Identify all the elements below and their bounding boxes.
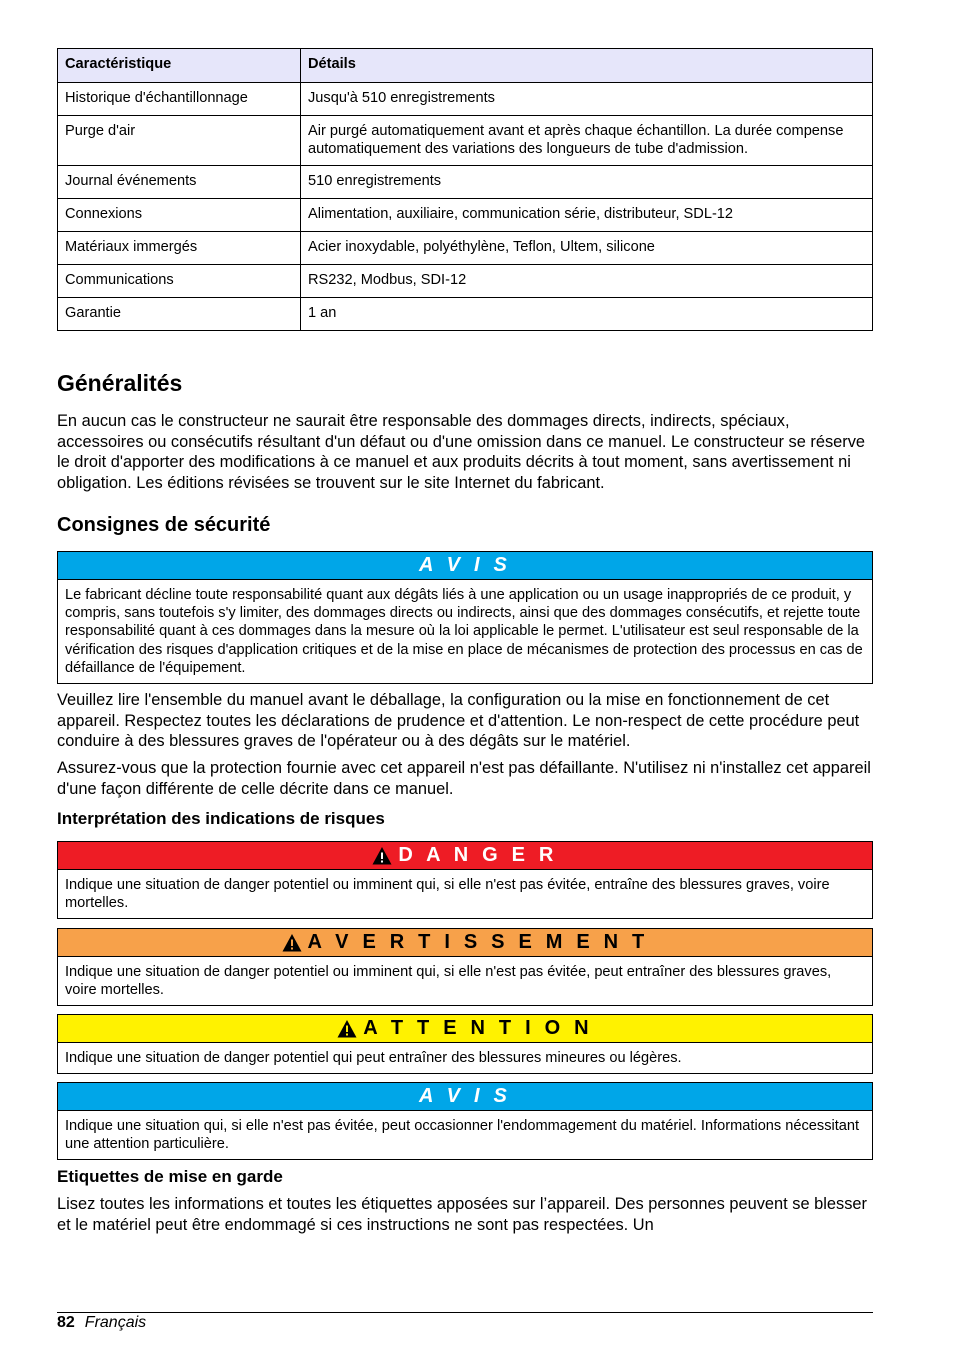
table-header-row bbox=[58, 49, 873, 83]
etiquettes-paragraph: Lisez toutes les informations et toutes les étiquettes apposées sur l’appareil. Des personnes peuvent se blesser et le matériel peut être endommagé si ces instructions ne sont pas respectées. Un bbox=[57, 1195, 867, 1234]
table-row bbox=[58, 232, 873, 265]
notice-header: A V I S bbox=[58, 1083, 872, 1111]
notice-box bbox=[57, 1082, 873, 1160]
warning-triangle-icon bbox=[282, 933, 302, 953]
table-row bbox=[58, 265, 873, 298]
section-title-risques: Interprétation des indications de risques bbox=[57, 809, 385, 828]
section-title-generalites: Généralités bbox=[57, 370, 183, 396]
caution-header bbox=[58, 1015, 872, 1043]
caution-label: A T T E N T I O N bbox=[363, 1017, 593, 1039]
table-cell: Purge d'air bbox=[58, 116, 301, 166]
warning-label: A V E R T I S S E M E N T bbox=[307, 931, 649, 953]
danger-text: Indique une situation de danger potentiel ou imminent qui, si elle n'est pas évitée, entraîne des blessures graves, voire mortelles. bbox=[65, 877, 830, 912]
footer-language: Français bbox=[84, 1314, 147, 1331]
footer-divider bbox=[57, 1312, 873, 1313]
generalites-paragraph: En aucun cas le constructeur ne saurait être responsable des dommages directs, indirects, spéciaux, accessoires ou consécutifs résultant d'un défaut ou d'une omission dans ce manuel. Le constructeur se réserve le droit d'apporter des modifications à ce manuel et aux produits décrits à tout moment, sans avertissement ni obligation. Les éditions révisées se trouvent sur le site Internet du fabricant. bbox=[57, 412, 866, 492]
warning-box bbox=[57, 928, 873, 1006]
table-cell: Air purgé automatiquement avant et après chaque échantillon. La durée compense automatiquement des variations des longueurs de tube d'admission. bbox=[301, 116, 873, 166]
page-footer bbox=[57, 1313, 146, 1333]
table-cell: Matériaux immergés bbox=[58, 232, 301, 265]
caution-box bbox=[57, 1014, 873, 1074]
table-cell: 510 enregistrements bbox=[301, 166, 873, 199]
table-cell: 1 an bbox=[301, 298, 873, 331]
table-cell: Historique d'échantillonnage bbox=[58, 83, 301, 116]
safety-paragraph: Veuillez lire l'ensemble du manuel avant le déballage, la configuration ou la mise en fonctionnement de cet appareil. Respectez toutes les déclarations de prudence et d'attention. Le non-respect de cette procédure peut conduire à des blessures graves de l'opérateur ou à des dégâts sur le matériel. bbox=[57, 691, 860, 750]
danger-label: D A N G E R bbox=[398, 844, 558, 866]
column-header: Détails bbox=[301, 49, 873, 83]
page-number: 82 bbox=[57, 1314, 75, 1331]
section-title-consignes: Consignes de sécurité bbox=[57, 514, 271, 536]
warning-text: Indique une situation de danger potentiel ou imminent qui, si elle n'est pas évitée, peut entraîner des blessures graves, voire mortelles. bbox=[65, 964, 832, 999]
table-row bbox=[58, 116, 873, 166]
column-header: Caractéristique bbox=[58, 49, 301, 83]
spec-table bbox=[57, 48, 873, 331]
table-cell: Acier inoxydable, polyéthylène, Teflon, Ultem, silicone bbox=[301, 232, 873, 265]
notice-text: Indique une situation qui, si elle n'est pas évitée, peut occasionner l'endommagement du matériel. Informations nécessitant une attention particulière. bbox=[65, 1118, 860, 1153]
notice-box bbox=[57, 551, 873, 684]
section-title-etiquettes: Etiquettes de mise en garde bbox=[57, 1167, 283, 1186]
table-cell: Communications bbox=[58, 265, 301, 298]
table-row bbox=[58, 83, 873, 116]
notice-text: Le fabricant décline toute responsabilité quant aux dégâts liés à une application ou un usage inappropriés de ce produit, y compris, sans toutefois s'y limiter, des dommages directs ou indirects, ainsi que des dommages consécutifs, et rejette toute responsabilité quant à ces dommages dans la mesure où la loi applicable le permet. L'utilisateur est seul responsable de la vérification des risques d'application critiques et de la mise en place de mécanismes de protection des processus en cas de défaillance de l'équipement. bbox=[65, 587, 863, 676]
danger-header bbox=[58, 842, 872, 870]
table-row bbox=[58, 298, 873, 331]
danger-box bbox=[57, 841, 873, 919]
table-cell: Journal événements bbox=[58, 166, 301, 199]
table-cell: Alimentation, auxiliaire, communication série, distributeur, SDL-12 bbox=[301, 199, 873, 232]
table-cell: RS232, Modbus, SDI-12 bbox=[301, 265, 873, 298]
table-cell: Garantie bbox=[58, 298, 301, 331]
table-row bbox=[58, 166, 873, 199]
table-row bbox=[58, 199, 873, 232]
protection-paragraph: Assurez-vous que la protection fournie avec cet appareil n'est pas défaillante. N'utilisez ni n'installez cet appareil d'une façon différente de celle décrite dans ce manuel. bbox=[57, 759, 871, 798]
notice-header: A V I S bbox=[58, 552, 872, 580]
warning-header bbox=[58, 929, 872, 957]
table-cell: Connexions bbox=[58, 199, 301, 232]
warning-triangle-icon bbox=[337, 1019, 357, 1039]
caution-text: Indique une situation de danger potentiel qui peut entraîner des blessures mineures ou légères. bbox=[65, 1050, 682, 1066]
table-cell: Jusqu'à 510 enregistrements bbox=[301, 83, 873, 116]
warning-triangle-icon bbox=[372, 846, 392, 866]
